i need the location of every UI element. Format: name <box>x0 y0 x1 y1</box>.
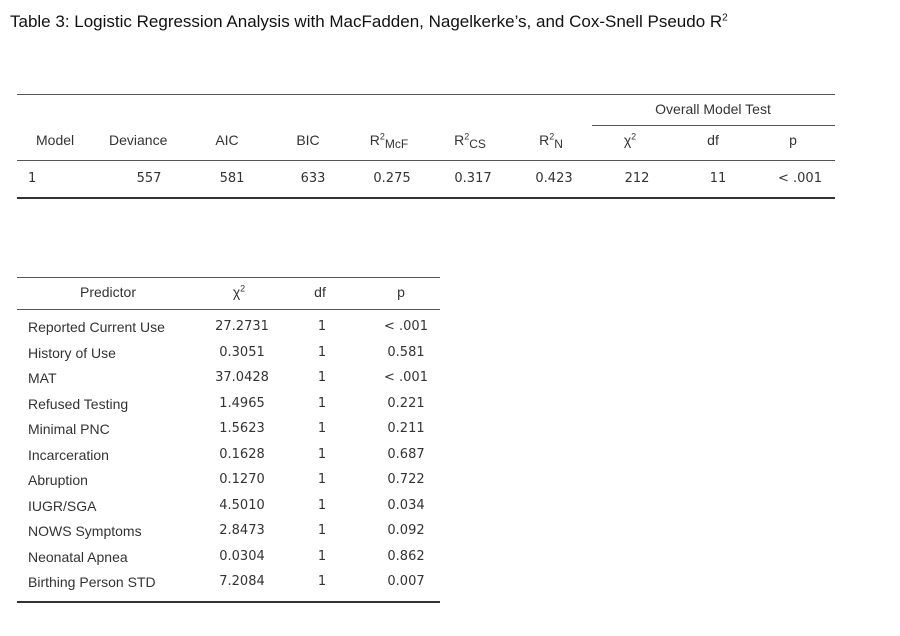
predictor-p: 0.581 <box>387 345 425 360</box>
predictor-df: 1 <box>317 396 327 411</box>
header-chi-square: $\chi^2$ <box>623 131 637 148</box>
predictor-df: 1 <box>317 523 327 538</box>
header-aic: AIC <box>215 132 239 148</box>
predictor-df: 1 <box>317 447 327 462</box>
predictor-df: 1 <box>317 498 327 513</box>
predictor-chi-square: 0.0304 <box>219 549 265 564</box>
predictor-chi-square: 0.1628 <box>219 447 265 462</box>
cell-model: 1 <box>28 171 37 186</box>
table-title-superscript: 2 <box>722 12 728 24</box>
header-predictor: Predictor <box>79 284 137 300</box>
predictor-name: Refused Testing <box>28 396 129 412</box>
predictor-name: Birthing Person STD <box>28 574 156 590</box>
predictor-table-top-rule <box>17 277 440 278</box>
cell-r2-mcf: 0.275 <box>373 171 411 186</box>
predictor-p: 0.092 <box>387 523 425 538</box>
cell-r2-n: 0.423 <box>535 171 573 186</box>
predictor-df: 1 <box>317 319 327 334</box>
overall-model-test-label: Overall Model Test <box>655 101 771 117</box>
header-bic: BIC <box>296 132 320 148</box>
table-title-text: Table 3: Logistic Regression Analysis with MacFadden, Nagelkerke’s, and Cox-Snell Pseudo R <box>10 12 723 31</box>
cell-chi-square: 212 <box>624 171 650 186</box>
predictor-p: 0.034 <box>387 498 425 513</box>
header-chi-square-predictor: $\chi^2$ <box>232 283 246 300</box>
predictor-df: 1 <box>317 549 327 564</box>
predictor-name: Incarceration <box>28 447 109 463</box>
cell-bic: 633 <box>300 171 326 186</box>
predictor-df: 1 <box>317 472 327 487</box>
predictor-p: 0.862 <box>387 549 425 564</box>
predictor-name: Minimal PNC <box>28 421 110 437</box>
predictor-p: < .001 <box>384 370 428 385</box>
predictor-name: Abruption <box>28 472 88 488</box>
predictor-p: 0.211 <box>387 421 425 436</box>
cell-r2-cs: 0.317 <box>454 171 492 186</box>
header-r2-n: $R^2_N$ <box>539 131 563 151</box>
model-table-bottom-rule <box>17 197 835 199</box>
predictor-name: NOWS Symptoms <box>28 523 142 539</box>
predictor-p: 0.221 <box>387 396 425 411</box>
predictor-df: 1 <box>317 345 327 360</box>
cell-p: < .001 <box>778 171 822 186</box>
predictor-df: 1 <box>317 574 327 589</box>
header-deviance: Deviance <box>109 132 168 148</box>
header-df: df <box>707 132 719 148</box>
model-table-top-rule <box>17 94 835 95</box>
model-table-header-rule <box>17 160 835 161</box>
predictor-chi-square: 1.5623 <box>219 421 265 436</box>
predictor-table-header-rule <box>17 309 440 310</box>
predictor-chi-square: 4.5010 <box>219 498 265 513</box>
predictor-name: IUGR/SGA <box>28 498 97 514</box>
predictor-chi-square: 2.8473 <box>219 523 265 538</box>
predictor-df: 1 <box>317 421 327 436</box>
predictor-chi-square: 1.4965 <box>219 396 265 411</box>
cell-df: 11 <box>709 171 727 186</box>
cell-aic: 581 <box>219 171 245 186</box>
header-df-predictor: df <box>314 284 326 300</box>
header-p-predictor: p <box>397 284 405 300</box>
predictor-p: 0.007 <box>387 574 425 589</box>
header-model: Model <box>36 132 75 148</box>
predictor-chi-square: 7.2084 <box>219 574 265 589</box>
table-title <box>10 12 728 32</box>
predictor-df: 1 <box>317 370 327 385</box>
predictor-chi-square: 37.0428 <box>215 370 269 385</box>
header-p: p <box>789 132 797 148</box>
predictor-chi-square: 27.2731 <box>215 319 269 334</box>
predictor-table-bottom-rule <box>17 601 440 603</box>
header-r2-mcf: $R^2_{McF}$ <box>369 131 409 151</box>
predictor-p: 0.687 <box>387 447 425 462</box>
predictor-name: MAT <box>28 370 57 386</box>
header-r2-cs: $R^2_{CS}$ <box>454 131 486 151</box>
cell-deviance: 557 <box>136 171 162 186</box>
predictor-name: Reported Current Use <box>28 319 165 335</box>
predictor-chi-square: 0.1270 <box>219 472 265 487</box>
predictor-name: History of Use <box>28 345 116 361</box>
predictor-p: < .001 <box>384 319 428 334</box>
predictor-p: 0.722 <box>387 472 425 487</box>
overall-model-test-rule <box>592 125 835 126</box>
predictor-chi-square: 0.3051 <box>219 345 265 360</box>
predictor-name: Neonatal Apnea <box>28 549 128 565</box>
